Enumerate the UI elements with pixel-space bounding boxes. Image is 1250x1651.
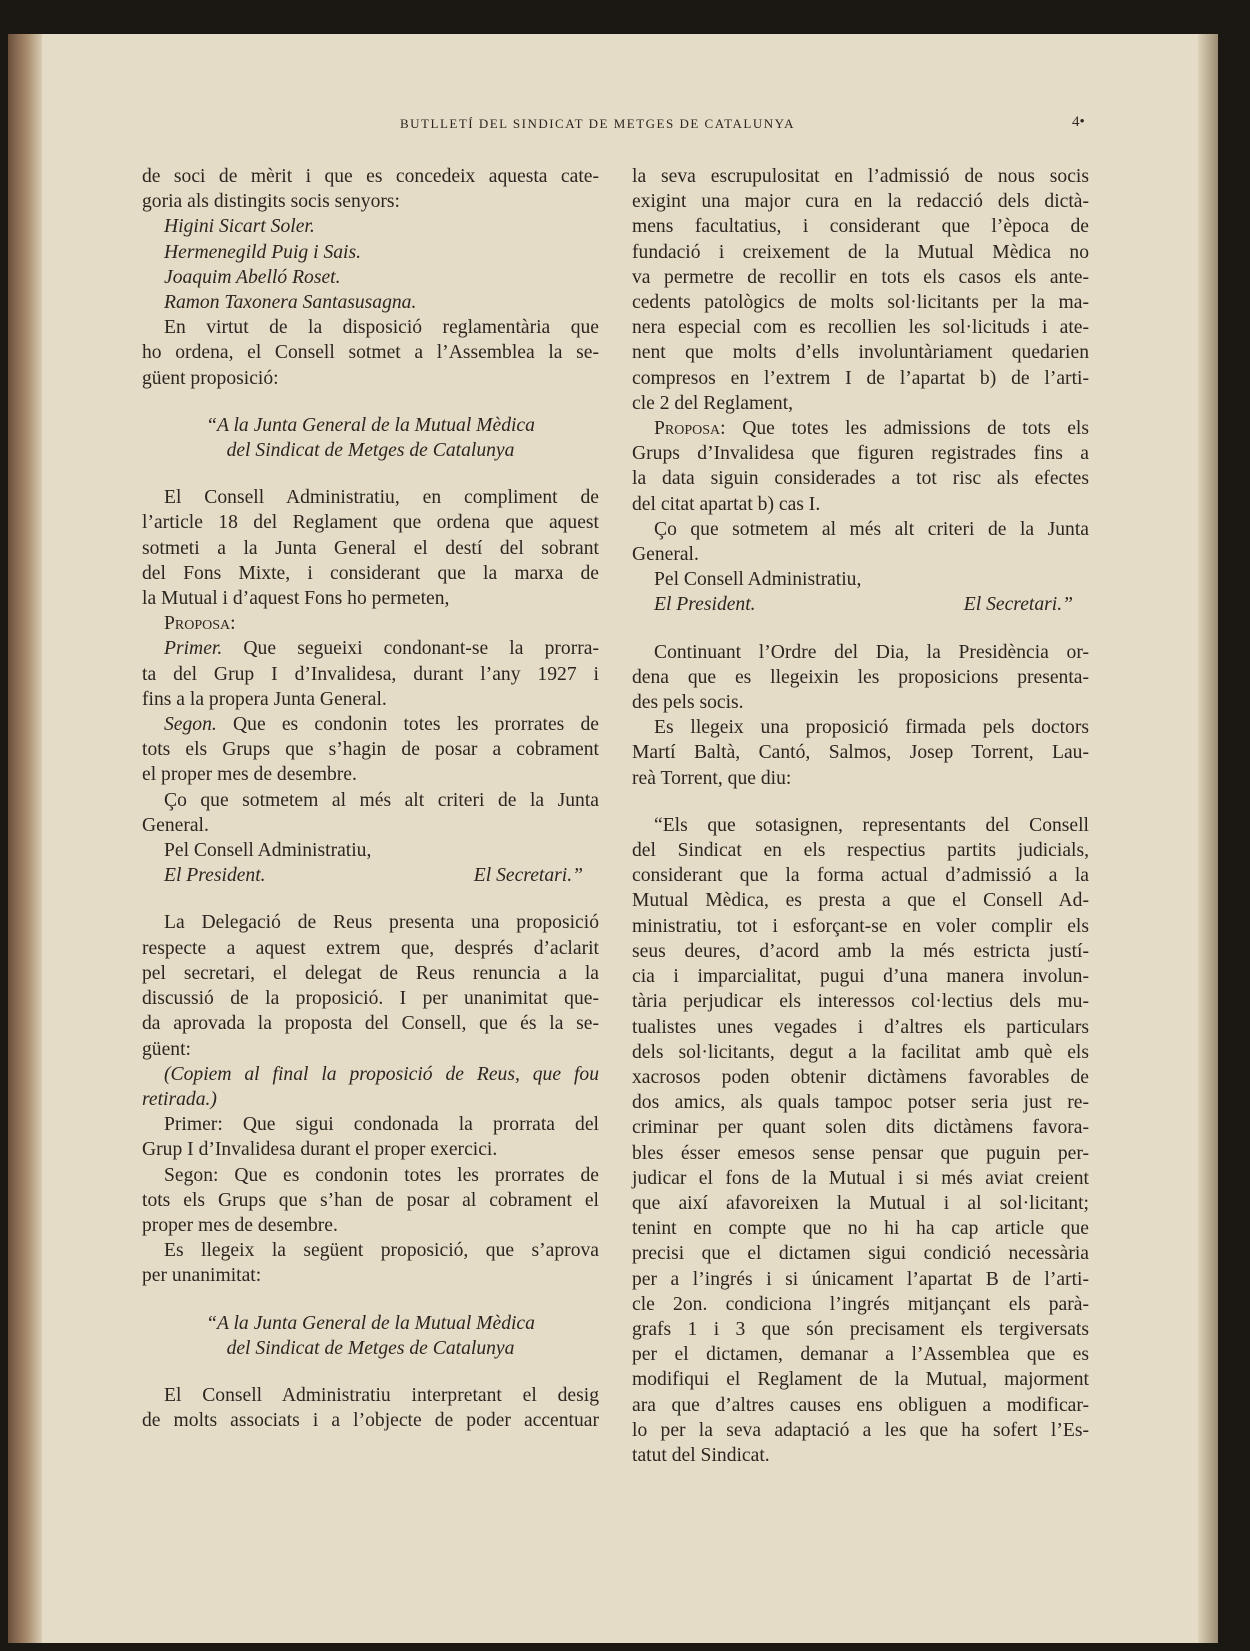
text-line: Ço que sotmetem al més alt criteri de la Junta <box>654 518 1089 540</box>
text-line: de molts associats i a l’objecte de poder accentuar <box>142 1410 599 1432</box>
signature-president: El President. <box>654 594 756 616</box>
text-line: modifiqui el Reglament de la Mutual, majorment <box>632 1369 1089 1391</box>
text-line: Mutual Mèdica, es presta a que el Consell Ad- <box>632 890 1089 912</box>
text-line: considerant que la forma actual d’admissió a la <box>632 865 1089 887</box>
text-line: respecte a aquest extrem que, després d’aclarit <box>142 937 599 959</box>
text-line: ho ordena, el Consell sotmet a l’Assemblea la se- <box>142 342 599 364</box>
item-label: Segon. <box>164 714 217 736</box>
member-name: Hermenegild Puig i Sais. <box>164 241 361 263</box>
text-line: dena que es llegeixin les proposicions presenta- <box>632 666 1089 688</box>
text-line: seus deures, d’acord amb la més estricta justí- <box>632 940 1089 962</box>
text-line: per a l’ingrés i si únicament l’apartat B de l’arti- <box>632 1268 1089 1290</box>
text-line: cia i imparcialitat, pugui d’una manera involun- <box>632 966 1089 988</box>
text-line: El Consell Administratiu, en compliment de <box>164 487 599 509</box>
page-gutter-shadow <box>8 34 42 1643</box>
text-line: mens facultatius, i considerant que l’època de <box>632 216 1089 238</box>
text-line: tatut del Sindicat. <box>632 1444 770 1466</box>
text-line: Ço que sotmetem al més alt criteri de la Junta <box>164 789 599 811</box>
text-line: tots els Grups que s’han de posar al cobrament el <box>142 1189 599 1211</box>
proposal-heading: del Sindicat de Metges de Catalunya <box>226 440 515 462</box>
text-line: la data siguin considerades a tot risc als efectes <box>632 468 1089 490</box>
text-line: el proper mes de desembre. <box>142 764 357 786</box>
text-line: tenint en compte que no hi ha cap article que <box>632 1218 1089 1240</box>
text-line: Segon. Que es condonin totes les prorrates de <box>164 714 599 736</box>
text-line: En virtut de la disposició reglamentària que <box>164 317 599 339</box>
text-line: Es llegeix la següent proposició, que s’aprova <box>164 1240 599 1262</box>
text-line: Grups d’Invalidesa que figuren registrades fins a <box>632 443 1089 465</box>
text-line: retirada.) <box>142 1088 217 1110</box>
text-line: de soci de mèrit i que es concedeix aquesta cate- <box>142 166 599 187</box>
signature-line <box>142 863 599 888</box>
text-line: Segon: Que es condonin totes les prorrates de <box>164 1164 599 1186</box>
text-line: General. <box>632 544 699 566</box>
text-line: del citat apartat b) cas I. <box>632 493 821 515</box>
item-label: Primer. <box>164 638 223 660</box>
text-line: la seva escrupulositat en l’admissió de nous socis <box>632 166 1089 187</box>
text-line: dos amics, als quals tampoc potser seria just re- <box>632 1092 1089 1114</box>
text-line: discussió de la proposició. I per unanimitat que- <box>142 988 599 1010</box>
text-line: General. <box>142 814 209 836</box>
text-line: dels sol·licitants, degut a la facilitat amb què els <box>632 1041 1089 1063</box>
text-line: tots els Grups que s’hagin de posar a cobrament <box>142 739 599 761</box>
text-line: Martí Baltà, Cantó, Salmos, Josep Torrent, Lau- <box>632 742 1089 764</box>
text-line: del Fons Mixte, i considerant que la marxa de <box>142 562 599 584</box>
text-line: pel secretari, el delegat de Reus renuncia a la <box>142 962 599 984</box>
text-line: des pels socis. <box>632 692 744 714</box>
text-line: precisi que el dictamen sigui condició necessària <box>632 1243 1089 1265</box>
text-line: cle 2on. condiciona l’ingrés mitjançant els parà- <box>632 1293 1089 1315</box>
text-line: per unanimitat: <box>142 1265 262 1287</box>
text-line: que així afavoreixen la Mutual i al sol·licitant; <box>632 1192 1089 1214</box>
text-line: tualistes unes vegades i d’altres els particulars <box>632 1016 1089 1038</box>
left-column <box>142 164 599 1433</box>
text-line: Grup I d’Invalidesa durant el proper exercici. <box>142 1139 498 1161</box>
text-line: nera especial com es recollien les sol·licituds i ate- <box>632 317 1089 339</box>
text-line: Continuant l’Ordre del Dia, la Presidència or- <box>654 641 1089 663</box>
text-line: Pel Consell Administratiu, <box>164 840 372 862</box>
text-line: Primer: Que sigui condonada la prorrata del <box>164 1114 599 1136</box>
signature-secretary: El Secretari.” <box>473 865 583 887</box>
text-line: exigint una major cura en la redacció dels dictà- <box>632 191 1089 213</box>
text-line: compresos en l’extrem I de l’apartat b) de l’arti- <box>632 367 1089 389</box>
proposal-heading: “A la Junta General de la Mutual Mèdica <box>206 1312 535 1334</box>
text-line: fundació i creixement de la Mutual Mèdica no <box>632 241 1089 263</box>
right-column <box>632 164 1089 1468</box>
text-line: goria als distingits socis senyors: <box>142 191 400 213</box>
document-page <box>8 34 1218 1643</box>
text-line: (Copiem al final la proposició de Reus, que fou <box>164 1063 599 1085</box>
text-line: Pel Consell Administratiu, <box>654 569 862 591</box>
text-line: del Sindicat en els respectius partits judicials, <box>632 840 1089 862</box>
text-line: reà Torrent, que diu: <box>632 767 792 789</box>
text-line: “Els que sotasignen, representants del Consell <box>654 814 1089 836</box>
signature-president: El President. <box>164 865 266 887</box>
text-line: bles ésser emesos sense pensar que puguin per- <box>632 1142 1089 1164</box>
text-line: judicar el fons de la Mutual i si més aviat creient <box>632 1167 1089 1189</box>
signature-line <box>632 592 1089 617</box>
text-line: El Consell Administratiu interpretant el desig <box>164 1384 599 1406</box>
text-line: lo per la seva adaptació a les que ha sofert l’Es- <box>632 1419 1089 1441</box>
text-line: va permetre de recollir en tots els casos els ante- <box>632 266 1089 288</box>
text-line: Primer. Que segueixi condonant-se la prorra- <box>164 638 599 660</box>
text-line: Es llegeix una proposició firmada pels doctors <box>654 717 1089 739</box>
page-number: 4• <box>1072 114 1085 130</box>
text-line: ta del Grup I d’Invalidesa, durant l’any 1927 i <box>142 663 599 685</box>
text-line: La Delegació de Reus presenta una proposició <box>164 912 599 934</box>
text-line: nent que molts d’ells involuntàriament quedarien <box>632 342 1089 364</box>
text-line: güent: <box>142 1038 191 1060</box>
text-line: per el dictamen, demanar a l’Assemblea que es <box>632 1344 1089 1366</box>
proposa-label: Proposa: <box>164 613 236 635</box>
member-name: Joaquim Abelló Roset. <box>164 266 341 288</box>
member-name: Higini Sicart Soler. <box>164 216 315 238</box>
text-line: l’article 18 del Reglament que ordena que aquest <box>142 512 599 534</box>
text-line: criminar per quant solen dits dictàmens favora- <box>632 1117 1089 1139</box>
signature-secretary: El Secretari.” <box>963 594 1073 616</box>
text-line: cedents patològics de molts sol·licitants per la ma- <box>632 292 1089 314</box>
text-line: cle 2 del Reglament, <box>632 392 794 414</box>
text-line: ministratiu, tot i esforçant-se en voler complir els <box>632 915 1089 937</box>
member-name: Ramon Taxonera Santasusagna. <box>164 292 417 314</box>
text-line: tària perjudicar els interessos col·lectius dels mu- <box>632 991 1089 1013</box>
text-line: proper mes de desembre. <box>142 1214 338 1236</box>
text-line: Proposa: Que totes les admissions de tots els <box>654 418 1089 440</box>
text-line: sotmeti a la Junta General el destí del sobrant <box>142 537 599 559</box>
text-line: la Mutual i d’aquest Fons ho permeten, <box>142 588 450 610</box>
text-line: ara que d’altres causes ens obliguen a modificar- <box>632 1394 1089 1416</box>
proposal-heading: “A la Junta General de la Mutual Mèdica <box>206 414 535 436</box>
text-line: fins a la propera Junta General. <box>142 688 387 710</box>
text-line: da aprovada la proposta del Consell, que és la se- <box>142 1013 599 1035</box>
text-line: grafs 1 i 3 que són precisament els tergiversats <box>632 1318 1089 1340</box>
page-edge <box>1198 34 1218 1643</box>
running-title: BUTLLETÍ DEL SINDICAT DE METGES DE CATALUNYA <box>400 116 795 131</box>
text-line: xacrosos poden obtenir dictàmens favorables de <box>632 1066 1089 1088</box>
proposa-label: Proposa: <box>654 418 726 440</box>
text-line: güent proposició: <box>142 367 279 389</box>
proposal-heading: del Sindicat de Metges de Catalunya <box>226 1337 515 1359</box>
